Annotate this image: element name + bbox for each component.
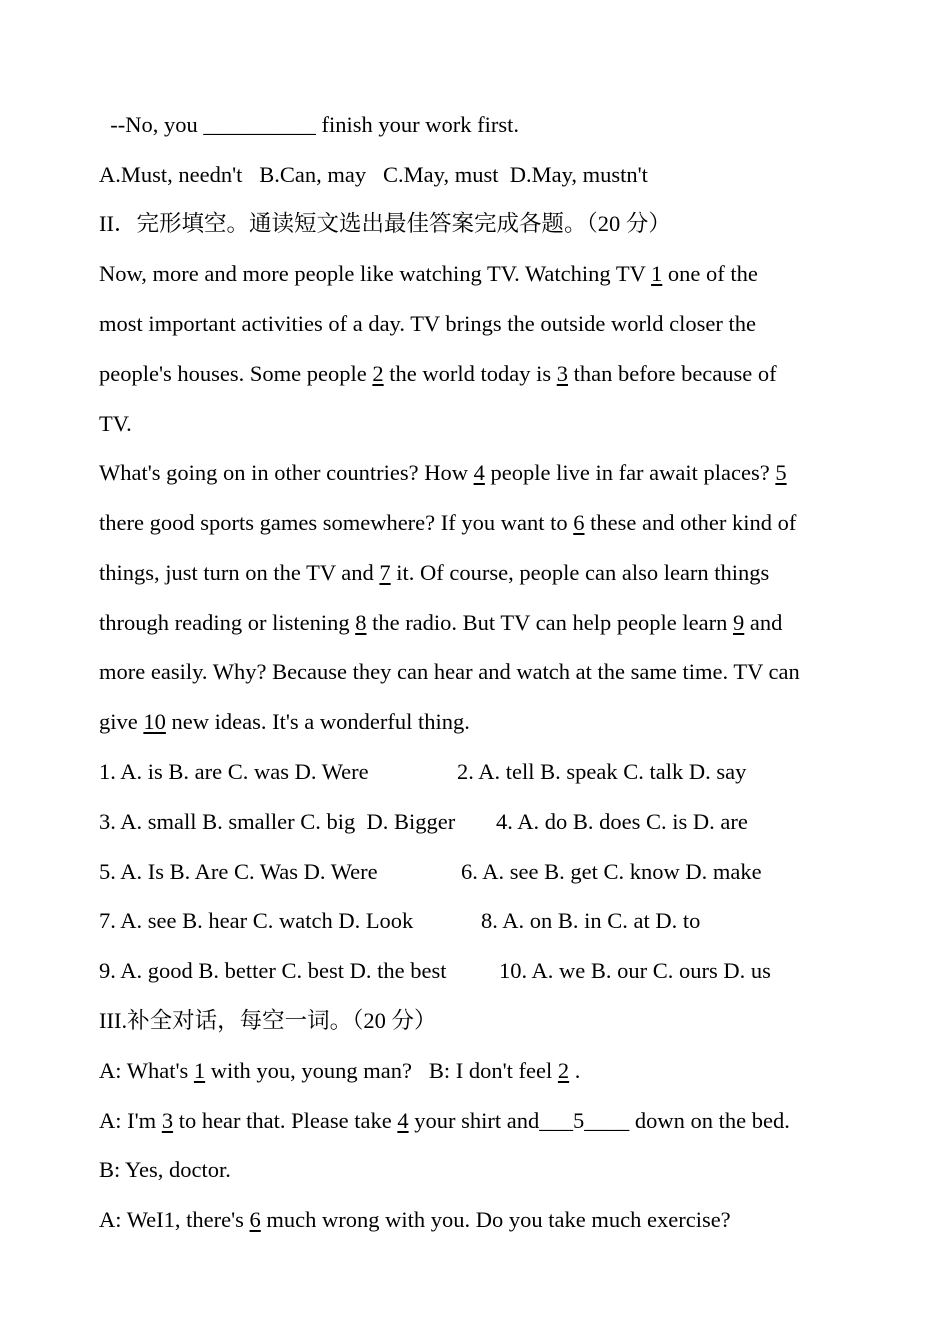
text-segment: it. Of course, people can also learn things	[390, 560, 770, 585]
blank-3: 3	[556, 361, 568, 386]
passage-line	[99, 259, 758, 289]
blank-8: 8	[355, 610, 367, 635]
option-row	[99, 906, 701, 936]
dialogue-line	[99, 1205, 731, 1235]
text-segment: give	[99, 709, 144, 734]
dialogue-line	[99, 1106, 790, 1136]
text-segment: A: WeI1, there's	[99, 1207, 250, 1232]
text-segment: A: I'm	[99, 1108, 162, 1133]
option-row	[99, 956, 771, 986]
text-segment: much wrong with you. Do you take much exercise?	[260, 1207, 731, 1232]
passage-line	[99, 359, 777, 389]
text-segment: people live in far await places?	[484, 460, 776, 485]
option-row	[99, 807, 748, 837]
passage-line: most important activities of a day. TV brings the outside world closer the	[99, 311, 756, 336]
blank-3: 3	[161, 1108, 174, 1133]
passage-line	[99, 558, 769, 588]
text-segment: 9. A. good B. better C. best D. the best	[99, 958, 447, 983]
text-segment: with you, young man? B: I don't feel	[205, 1058, 558, 1083]
blank-4: 4	[473, 460, 485, 485]
blank-9: 9	[733, 610, 745, 635]
text-segment: .	[569, 1058, 581, 1083]
passage-line	[99, 608, 782, 638]
text-segment: these and other kind of	[584, 510, 797, 535]
passage-line	[99, 508, 796, 538]
text-segment: 7. A. see B. hear C. watch D. Look	[99, 908, 414, 933]
text-segment: 5. A. Is B. Are C. Was D. Were	[99, 859, 378, 884]
blank-7: 7	[379, 560, 391, 585]
blank-5: 5	[775, 460, 787, 485]
text-segment: A: What's	[99, 1058, 194, 1083]
prev-options: A.Must, needn't B.Can, may C.May, must D.May, mustn't	[99, 162, 648, 187]
text-segment: the world today is	[383, 361, 557, 386]
section3-heading: III.补全对话，每空一词。（20 分）	[99, 1008, 437, 1033]
text-segment: there good sports games somewhere? If you want to	[99, 510, 574, 535]
blank-2: 2	[372, 361, 384, 386]
text-segment: Now, more and more people like watching TV. Watching TV	[99, 261, 652, 286]
text-segment: people's houses. Some people	[99, 361, 373, 386]
passage-line: more easily. Why? Because they can hear and watch at the same time. TV can	[99, 659, 800, 684]
text-segment: and	[744, 610, 783, 635]
option-row	[99, 757, 747, 787]
option-row	[99, 857, 762, 887]
text-segment: through reading or listening	[99, 610, 356, 635]
text-segment: What's going on in other countries? How	[99, 460, 474, 485]
text-segment: 8. A. on B. in C. at D. to	[481, 908, 701, 933]
text-segment: 4. A. do B. does C. is D. are	[496, 809, 748, 834]
blank-6: 6	[573, 510, 585, 535]
blank-10: 10	[143, 709, 166, 734]
section2-heading: II．完形填空。通读短文选出最佳答案完成各题。（20 分）	[99, 211, 671, 236]
dialogue-line	[99, 1056, 580, 1086]
blank-2: 2	[557, 1058, 570, 1083]
prev-answer-line: --No, you __________ finish your work first.	[99, 112, 519, 137]
text-segment: 10. A. we B. our C. ours D. us	[499, 958, 771, 983]
passage-line: TV.	[99, 411, 132, 436]
dialogue-line: B: Yes, doctor.	[99, 1157, 231, 1182]
blank-6: 6	[249, 1207, 261, 1232]
blank-4: 4	[397, 1108, 409, 1133]
text-segment: 2. A. tell B. speak C. talk D. say	[457, 759, 747, 784]
text-segment: the radio. But TV can help people learn	[366, 610, 734, 635]
text-segment: things, just turn on the TV and	[99, 560, 380, 585]
text-segment: one of the	[662, 261, 758, 286]
text-segment: 3. A. small B. smaller C. big D. Bigger	[99, 809, 456, 834]
text-segment: 6. A. see B. get C. know D. make	[461, 859, 762, 884]
text-segment: new ideas. It's a wonderful thing.	[165, 709, 470, 734]
text-segment: than before because of	[568, 361, 777, 386]
blank-1: 1	[651, 261, 663, 286]
text-segment: to hear that. Please take	[173, 1108, 398, 1133]
passage-line	[99, 458, 787, 488]
text-segment: 1. A. is B. are C. was D. Were	[99, 759, 369, 784]
blank-1: 1	[193, 1058, 206, 1083]
text-segment: your shirt and___5____ down on the bed.	[408, 1108, 790, 1133]
passage-line	[99, 707, 470, 737]
